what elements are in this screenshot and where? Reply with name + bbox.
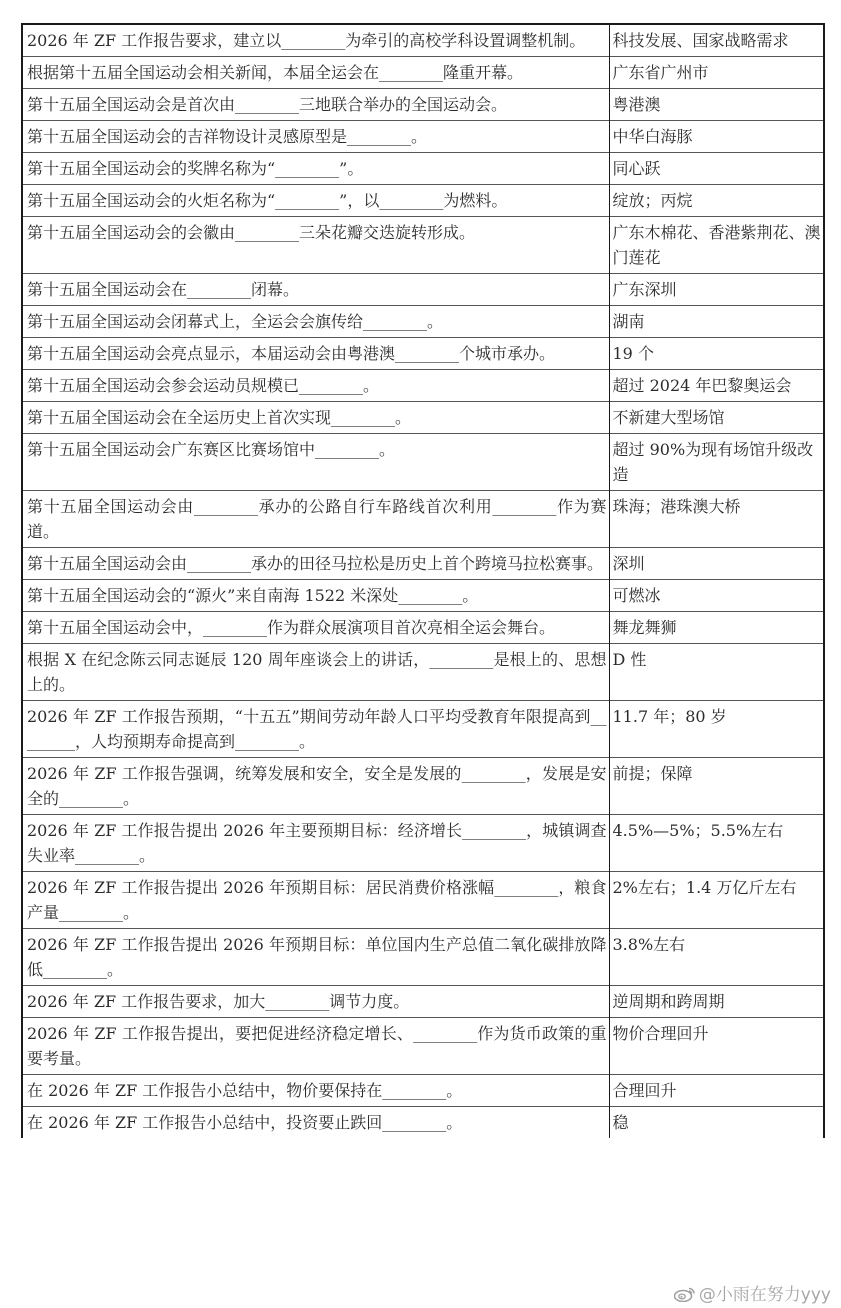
question-cell: 在 2026 年 ZF 工作报告小总结中，物价要保持在________。 [22, 1075, 609, 1107]
answer-cell: 科技发展、国家战略需求 [609, 24, 824, 57]
answer-cell: 超过 2024 年巴黎奥运会 [609, 370, 824, 402]
answer-cell: 广东省广州市 [609, 57, 824, 89]
answer-cell: 4.5%—5%；5.5%左右 [609, 815, 824, 872]
table-row [22, 1107, 824, 1139]
answer-cell: 珠海；港珠澳大桥 [609, 491, 824, 548]
question-cell: 第十五届全国运动会的吉祥物设计灵感原型是________。 [22, 121, 609, 153]
question-cell: 第十五届全国运动会亮点显示，本届运动会由粤港澳________个城市承办。 [22, 338, 609, 370]
question-cell: 根据 X 在纪念陈云同志诞辰 120 周年座谈会上的讲话，________是根上的、思想上的。 [22, 644, 609, 701]
question-cell: 第十五届全国运动会的奖牌名称为“________”。 [22, 153, 609, 185]
question-cell: 根据第十五届全国运动会相关新闻，本届全运会在________隆重开幕。 [22, 57, 609, 89]
answer-cell: 超过 90%为现有场馆升级改造 [609, 434, 824, 491]
answer-cell: 粤港澳 [609, 89, 824, 121]
question-cell: 在 2026 年 ZF 工作报告小总结中，投资要止跌回________。 [22, 1107, 609, 1139]
question-cell: 2026 年 ZF 工作报告要求，建立以________为牵引的高校学科设置调整机制。 [22, 24, 609, 57]
question-cell: 第十五届全国运动会由________承办的田径马拉松是历史上首个跨境马拉松赛事。 [22, 548, 609, 580]
table-row [22, 24, 824, 57]
answer-cell: 逆周期和跨周期 [609, 986, 824, 1018]
weibo-logo-icon [674, 1286, 696, 1302]
question-cell: 2026 年 ZF 工作报告提出 2026 年预期目标：居民消费价格涨幅________，粮食产量________。 [22, 872, 609, 929]
table-row [22, 701, 824, 758]
answer-cell: 广东深圳 [609, 274, 824, 306]
answer-cell: 2%左右；1.4 万亿斤左右 [609, 872, 824, 929]
table-row [22, 153, 824, 185]
question-cell: 第十五届全国运动会的火炬名称为“________”，以________为燃料。 [22, 185, 609, 217]
watermark [674, 1280, 831, 1305]
table-row [22, 644, 824, 701]
table-row [22, 1018, 824, 1075]
question-cell: 2026 年 ZF 工作报告提出，要把促进经济稳定增长、________作为货币政策的重要考量。 [22, 1018, 609, 1075]
table-row [22, 370, 824, 402]
watermark-text: @小雨在努力yyy [698, 1285, 831, 1305]
question-cell: 第十五届全国运动会闭幕式上，全运会会旗传给________。 [22, 306, 609, 338]
table-row [22, 57, 824, 89]
qa-table-body [22, 24, 824, 1138]
answer-cell: 合理回升 [609, 1075, 824, 1107]
answer-cell: 广东木棉花、香港紫荆花、澳门莲花 [609, 217, 824, 274]
answer-cell: 深圳 [609, 548, 824, 580]
question-cell: 2026 年 ZF 工作报告预期，“十五五”期间劳动年龄人口平均受教育年限提高到________，人均预期寿命提高到________。 [22, 701, 609, 758]
question-cell: 第十五届全国运动会由________承办的公路自行车路线首次利用________作为赛道。 [22, 491, 609, 548]
answer-cell: 稳 [609, 1107, 824, 1139]
question-cell: 第十五届全国运动会中，________作为群众展演项目首次亮相全运会舞台。 [22, 612, 609, 644]
answer-cell: 不新建大型场馆 [609, 402, 824, 434]
table-row [22, 338, 824, 370]
answer-cell: 中华白海豚 [609, 121, 824, 153]
question-cell: 第十五届全国运动会在________闭幕。 [22, 274, 609, 306]
question-cell: 第十五届全国运动会的“源火”来自南海 1522 米深处________。 [22, 580, 609, 612]
table-row [22, 580, 824, 612]
answer-cell: 3.8%左右 [609, 929, 824, 986]
answer-cell: 19 个 [609, 338, 824, 370]
table-row [22, 815, 824, 872]
answer-cell: 物价合理回升 [609, 1018, 824, 1075]
question-cell: 第十五届全国运动会是首次由________三地联合举办的全国运动会。 [22, 89, 609, 121]
answer-cell: D 性 [609, 644, 824, 701]
table-row [22, 1075, 824, 1107]
table-row [22, 121, 824, 153]
table-row [22, 185, 824, 217]
table-row [22, 434, 824, 491]
table-row [22, 89, 824, 121]
table-row [22, 612, 824, 644]
table-row [22, 491, 824, 548]
question-cell: 2026 年 ZF 工作报告要求，加大________调节力度。 [22, 986, 609, 1018]
answer-cell: 前提；保障 [609, 758, 824, 815]
table-row [22, 306, 824, 338]
table-row [22, 986, 824, 1018]
question-cell: 第十五届全国运动会广东赛区比赛场馆中________。 [22, 434, 609, 491]
question-cell: 第十五届全国运动会在全运历史上首次实现________。 [22, 402, 609, 434]
table-row [22, 217, 824, 274]
answer-cell: 11.7 年；80 岁 [609, 701, 824, 758]
table-row [22, 872, 824, 929]
answer-cell: 湖南 [609, 306, 824, 338]
question-cell: 2026 年 ZF 工作报告强调，统筹发展和安全，安全是发展的________，发展是安全的________。 [22, 758, 609, 815]
qa-table [21, 23, 825, 1138]
question-cell: 2026 年 ZF 工作报告提出 2026 年主要预期目标：经济增长________，城镇调查失业率________。 [22, 815, 609, 872]
answer-cell: 舞龙舞狮 [609, 612, 824, 644]
table-row [22, 548, 824, 580]
table-row [22, 929, 824, 986]
answer-cell: 可燃冰 [609, 580, 824, 612]
table-row [22, 274, 824, 306]
answer-cell: 绽放；丙烷 [609, 185, 824, 217]
table-row [22, 758, 824, 815]
question-cell: 第十五届全国运动会参会运动员规模已________。 [22, 370, 609, 402]
table-row [22, 402, 824, 434]
question-cell: 2026 年 ZF 工作报告提出 2026 年预期目标：单位国内生产总值二氧化碳排放降低________。 [22, 929, 609, 986]
question-cell: 第十五届全国运动会的会徽由________三朵花瓣交迭旋转形成。 [22, 217, 609, 274]
answer-cell: 同心跃 [609, 153, 824, 185]
